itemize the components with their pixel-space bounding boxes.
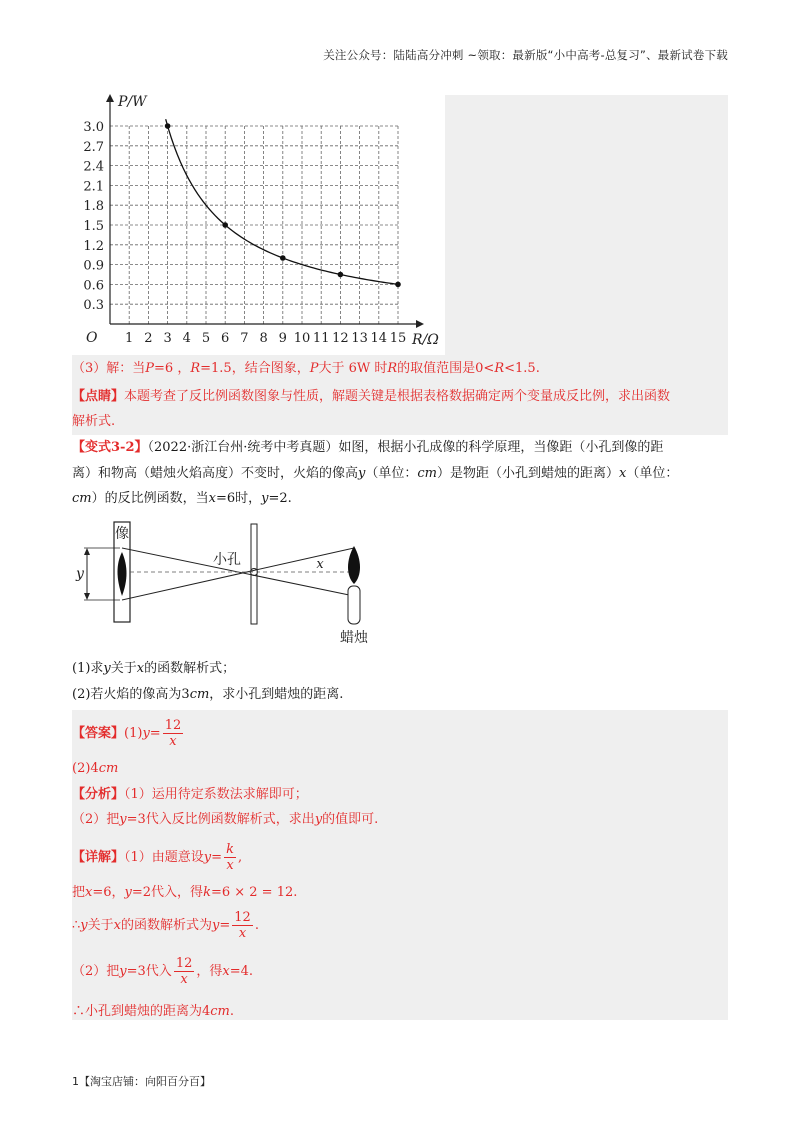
x-tick-label: 9 — [278, 331, 287, 346]
x-label: x — [316, 557, 324, 572]
analysis-line-2 — [72, 811, 378, 829]
x-tick-label: 3 — [163, 331, 172, 346]
var-y: y — [103, 661, 111, 676]
unit: cm — [98, 761, 119, 776]
text: = — [149, 726, 161, 741]
y-tick-label: 1.2 — [83, 238, 104, 254]
text: ，求小孔到蜡烛的距离. — [209, 687, 344, 702]
text: =1.5，结合图象， — [200, 361, 310, 376]
page-header: 关注公众号：陆陆高分冲刺 ~领取：最新版“小中高考-总复习”、最新试卷下载 — [323, 48, 728, 62]
candle-flame — [348, 546, 360, 584]
x-tick-label: 1 — [125, 331, 134, 346]
text: 的取值范围是0< — [397, 361, 495, 376]
text: =4. — [229, 964, 254, 979]
var-r: R — [190, 361, 201, 376]
var-y: y — [119, 812, 127, 827]
var-y: y — [124, 885, 132, 900]
text: =3代入 — [126, 964, 172, 979]
unit: cm — [417, 466, 437, 481]
text: (2)4 — [72, 761, 99, 776]
var-y: y — [80, 918, 88, 933]
var-y: y — [212, 918, 220, 933]
var-x: x — [208, 491, 216, 506]
detail-line-1: 【详解】（1）由题意设y= $\frac{k}{x}$ , — [72, 842, 243, 873]
text: (1)求 — [72, 661, 104, 676]
var-r: R — [494, 361, 505, 376]
var-x: x — [619, 466, 627, 481]
text: =6， — [92, 885, 125, 900]
answer-label: 【答案】 — [72, 726, 125, 741]
detail-label: 【详解】 — [72, 850, 125, 865]
text: 大于 6W 时 — [318, 361, 388, 376]
y-tick-label: 2.1 — [83, 179, 104, 195]
var-y: y — [358, 466, 366, 481]
analysis-line-1 — [72, 786, 308, 804]
x-axis-arrow — [416, 320, 424, 328]
data-point — [280, 255, 286, 261]
var-y: y — [119, 964, 127, 979]
text: （2）把 — [72, 964, 120, 979]
text: （1）运用待定系数法求解即可； — [124, 787, 308, 802]
text: 本题考查了反比例函数图象与性质，解题关键是根据表格数据确定两个变量成反比例，求出函数 — [124, 389, 671, 404]
var-y: y — [261, 491, 269, 506]
text: （1）由题意设 — [124, 850, 204, 865]
arrow-head — [84, 548, 90, 555]
x-tick-label: 15 — [389, 331, 407, 346]
answer-line-1 — [72, 714, 185, 754]
var-k: k — [203, 885, 211, 900]
x-tick-label: 4 — [182, 331, 191, 346]
text: （2022·浙江台州·统考中考真题）如图，根据小孔成像的科学原理，当像距（小孔到像的距 — [147, 440, 664, 455]
data-point — [338, 272, 344, 278]
numerator: 12 — [234, 910, 251, 925]
text: ∴小孔到蜡烛的距离为4 — [72, 1004, 211, 1019]
comment-line-1 — [72, 388, 670, 406]
text: 离）和物高（蜡烛火焰高度）不变时，火焰的像高 — [72, 466, 359, 481]
answer-line-2 — [72, 760, 118, 778]
y-label: y — [76, 566, 84, 582]
arrow-head — [84, 593, 90, 600]
x-axis-label: R/Ω — [412, 332, 439, 348]
var-y: y — [203, 850, 212, 865]
y-tick-label: 0.6 — [83, 278, 104, 294]
hole-label: 小孔 — [213, 552, 241, 568]
solution-3 — [72, 360, 540, 378]
var-p: P — [145, 361, 155, 376]
text: =2. — [268, 491, 292, 506]
x-tick-label: 7 — [240, 331, 249, 346]
x-tick-label: 11 — [312, 331, 330, 346]
text: =2代入，得 — [131, 885, 204, 900]
fraction — [163, 718, 184, 749]
var-y: y — [314, 812, 323, 827]
var-y: y — [142, 726, 150, 741]
var-x: x — [136, 661, 145, 676]
problem-label: 【变式3-2】 — [72, 440, 148, 455]
denominator: x — [238, 926, 247, 941]
denominator: x — [180, 972, 188, 987]
text: = — [211, 850, 223, 865]
data-point — [395, 282, 401, 288]
text: =6时， — [215, 491, 262, 506]
text: ）的反比例函数，当 — [91, 491, 209, 506]
text: 关于 — [87, 918, 114, 933]
power-resistance-chart — [72, 88, 452, 353]
fraction — [232, 910, 253, 941]
text: （3）解：当 — [72, 361, 146, 376]
var-p: P — [309, 361, 319, 376]
data-point — [165, 123, 171, 129]
detail-line-2 — [72, 884, 297, 902]
x-tick-label: 10 — [293, 331, 311, 346]
y-tick-label: 2.7 — [83, 139, 104, 155]
unit: cm — [72, 491, 92, 506]
fraction — [174, 956, 195, 987]
numerator: 12 — [175, 956, 193, 971]
candle-label: 蜡烛 — [340, 630, 368, 646]
text: （单位： — [365, 466, 418, 481]
detail-line-4 — [72, 952, 253, 992]
numerator: 12 — [164, 718, 182, 733]
text: 的值即可. — [322, 812, 379, 827]
fraction — [224, 842, 236, 873]
text: （2）把 — [72, 812, 120, 827]
var-r: R — [387, 361, 398, 376]
text: = — [219, 918, 231, 933]
x-tick-label: 5 — [201, 331, 211, 346]
text: 的函数解析式为 — [121, 918, 213, 933]
text: (2)若火焰的像高为3 — [72, 687, 190, 702]
x-tick-label: 6 — [221, 331, 230, 346]
text: ，得 — [196, 964, 223, 979]
numerator: k — [226, 842, 234, 857]
text: （单位： — [626, 466, 679, 481]
y-tick-label: 3.0 — [83, 120, 104, 135]
pinhole-diagram — [72, 518, 392, 648]
y-axis-arrow — [106, 94, 114, 102]
unit: cm — [210, 1004, 230, 1019]
problem-line-3 — [72, 490, 292, 508]
x-tick-label: 13 — [351, 331, 368, 346]
text: ∴ — [72, 918, 81, 933]
page-footer: 1【淘宝店铺：向阳百分百】 — [72, 1075, 211, 1088]
text: <1.5. — [504, 361, 540, 376]
y-tick-label: 1.8 — [83, 199, 104, 215]
question-1 — [72, 660, 235, 678]
text: (1) — [124, 726, 143, 741]
question-2 — [72, 686, 343, 704]
var-x: x — [113, 918, 121, 933]
chart-side-shade — [445, 95, 728, 355]
problem-line-2 — [72, 465, 678, 483]
y-axis-label: P/W — [118, 94, 147, 110]
x-tick-label: 12 — [332, 331, 349, 346]
problem-line-1 — [72, 439, 663, 457]
y-tick-label: 1.5 — [83, 219, 104, 234]
denominator: x — [169, 734, 177, 749]
detail-line-5: ∴小孔到蜡烛的距离为4cm. — [72, 1004, 235, 1019]
x-tick-label: 8 — [259, 331, 268, 346]
text: 关于 — [110, 661, 137, 676]
text: 把 — [72, 885, 86, 900]
y-tick-label: 2.4 — [83, 159, 104, 175]
y-tick-label: 0.9 — [83, 258, 104, 274]
text: =6 × 2 = 12. — [210, 885, 298, 900]
data-point — [222, 222, 228, 228]
text: ）是物距（小孔到蜡烛的距离） — [437, 466, 620, 481]
origin-label: O — [86, 330, 98, 346]
denominator: x — [226, 858, 234, 873]
candle-body — [348, 586, 360, 624]
y-tick-label: 0.3 — [83, 298, 104, 314]
image-label: 像 — [115, 526, 129, 542]
analysis-label: 【分析】 — [72, 787, 125, 802]
comment-line-2: 解析式. — [72, 414, 116, 429]
x-tick-label: 14 — [370, 331, 388, 346]
text: =3代入反比例函数解析式，求出 — [126, 812, 315, 827]
var-x: x — [222, 964, 230, 979]
comment-label: 【点睛】 — [72, 389, 125, 404]
text: =6 ， — [154, 361, 191, 376]
text: 的函数解析式； — [144, 661, 236, 676]
var-x: x — [85, 885, 93, 900]
unit: cm — [189, 687, 210, 702]
detail-line-3: ∴y关于x的函数解析式为y= $\frac{12}{x}$ . — [72, 910, 259, 941]
x-tick-label: 2 — [144, 331, 153, 346]
